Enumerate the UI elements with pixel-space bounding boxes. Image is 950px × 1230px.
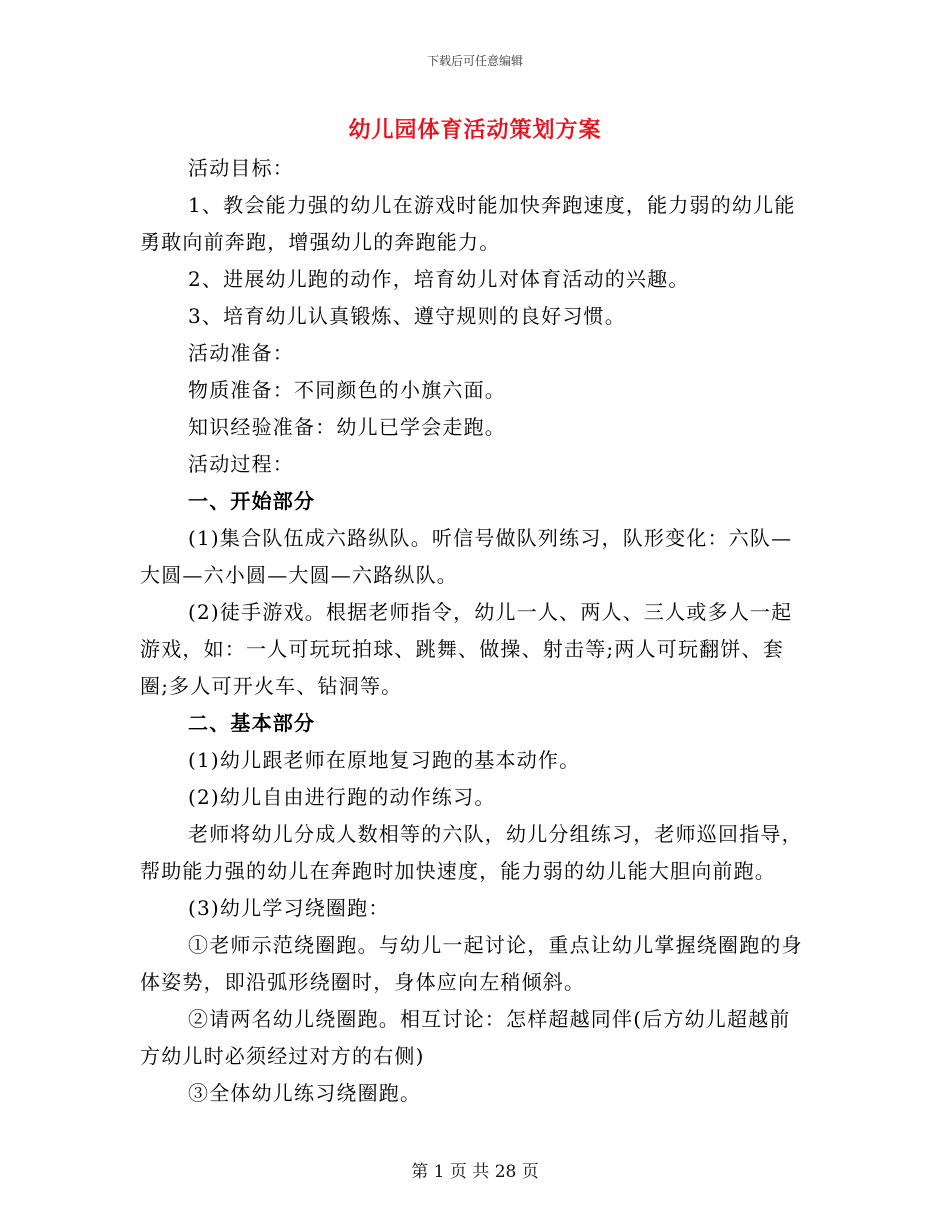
header-note: 下载后可任意编辑 (426, 54, 523, 68)
document-body (140, 150, 810, 1112)
paragraph: 活动准备： (188, 341, 294, 365)
paragraph: (3)幼儿学习绕圈跑： (188, 896, 390, 920)
paragraph: ③全体幼儿练习绕圈跑。 (188, 1081, 422, 1105)
paragraph: 1、教会能力强的幼儿在游戏时能加快奔跑速度，能力弱的幼儿能勇敢向前奔跑，增强幼儿的奔跑能力。 (140, 193, 796, 254)
section-heading: 二、基本部分 (188, 711, 316, 735)
paragraph: 老师将幼儿分成人数相等的六队，幼儿分组练习，老师巡回指导，帮助能力强的幼儿在奔跑时加快速度，能力弱的幼儿能大胆向前跑。 (140, 822, 803, 883)
page-footer: 第 1 页 共 28 页 (411, 1162, 539, 1182)
paragraph: 知识经验准备：幼儿已学会走跑。 (188, 415, 506, 439)
paragraph: (1)幼儿跟老师在原地复习跑的基本动作。 (188, 748, 581, 772)
section-heading: 一、开始部分 (188, 489, 316, 513)
paragraph: 活动过程： (188, 452, 294, 476)
paragraph: 物质准备：不同颜色的小旗六面。 (188, 378, 506, 402)
paragraph: (2)幼儿自由进行跑的动作练习。 (188, 785, 496, 809)
paragraph: 活动目标： (188, 156, 294, 180)
paragraph: 2、进展幼儿跑的动作，培育幼儿对体育活动的兴趣。 (188, 267, 690, 291)
document-title: 幼儿园体育活动策划方案 (348, 118, 602, 143)
paragraph: ①老师示范绕圈跑。与幼儿一起讨论，重点让幼儿掌握绕圈跑的身体姿势，即沿弧形绕圈时，身体应向左稍倾斜。 (140, 933, 803, 994)
paragraph: (1)集合队伍成六路纵队。听信号做队列练习，队形变化：六队—大圆—六小圆—大圆—六路纵队。 (140, 526, 793, 587)
paragraph: 3、培育幼儿认真锻炼、遵守规则的良好习惯。 (188, 304, 626, 328)
paragraph: ②请两名幼儿绕圈跑。相互讨论：怎样超越同伴(后方幼儿超越前方幼儿时必须经过对方的右侧) (140, 1007, 791, 1068)
paragraph: (2)徒手游戏。根据老师指令，幼儿一人、两人、三人或多人一起游戏，如：一人可玩玩拍球、跳舞、做操、射击等;两人可玩翻饼、套圈;多人可开火车、钻洞等。 (140, 600, 793, 698)
